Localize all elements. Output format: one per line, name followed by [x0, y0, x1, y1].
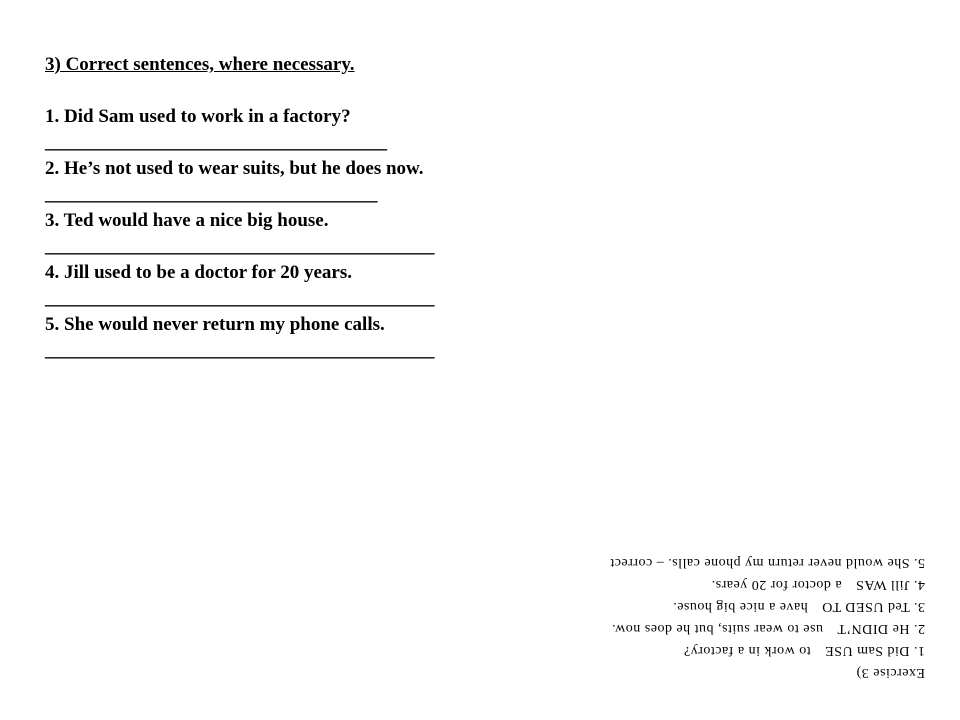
- answer-key-row-2-part-b: use to wear suits, but he does now.: [611, 621, 823, 636]
- question-2: 2. He’s not used to wear suits, but he does now.: [45, 158, 424, 179]
- answer-key-row-2: [535, 617, 925, 639]
- answer-line-4: _________________________________________: [45, 288, 435, 309]
- answer-key-upside-down: [535, 551, 925, 683]
- answer-key-row-2-part-a: 2. He DIDN’T: [836, 621, 925, 636]
- question-3: 3. Ted would have a nice big house.: [45, 210, 329, 231]
- answer-line-5: _________________________________________: [45, 340, 435, 361]
- answer-key-row-3-part-b: have a nice big house.: [672, 599, 808, 614]
- answer-key-row-1-part-a: 1. Did Sam USE: [824, 643, 925, 658]
- answer-key-row-3-part-a: 3. Ted USED TO: [821, 599, 925, 614]
- answer-key-row-5-part-a: 5. She would never return my phone calls. – correct: [609, 555, 925, 570]
- answer-key-row-3: [535, 595, 925, 617]
- answer-line-3: _________________________________________: [45, 236, 435, 257]
- question-list: [45, 104, 645, 364]
- answer-key-row-1: [535, 639, 925, 661]
- answer-key-row-4-part-a: 4. Jill WAS: [855, 577, 925, 592]
- question-4: 4. Jill used to be a doctor for 20 years.: [45, 262, 352, 283]
- answer-key-heading: Exercise 3): [856, 665, 925, 680]
- answer-key-row-1-part-b: to work in a factory?: [683, 643, 811, 658]
- answer-line-1: ____________________________________: [45, 132, 387, 153]
- question-5: 5. She would never return my phone calls.: [45, 314, 385, 335]
- answer-key-row-4: [535, 573, 925, 595]
- question-1: 1. Did Sam used to work in a factory?: [45, 106, 351, 127]
- exercise-title: 3) Correct sentences, where necessary.: [45, 54, 355, 75]
- worksheet: [45, 52, 645, 364]
- answer-line-2: ___________________________________: [45, 184, 378, 205]
- answer-key-row-5: [535, 551, 925, 573]
- answer-key-row-4-part-b: a doctor for 20 years.: [711, 577, 842, 592]
